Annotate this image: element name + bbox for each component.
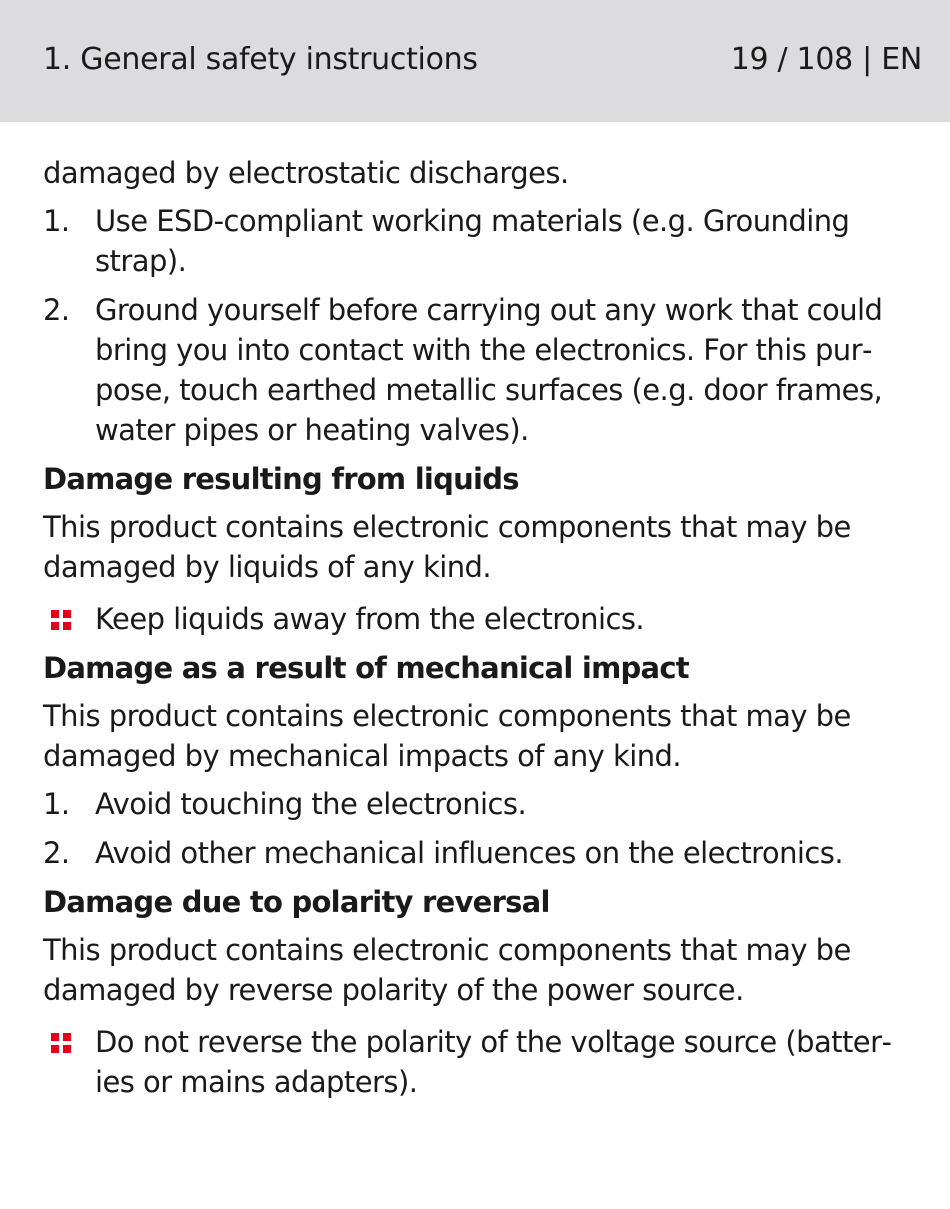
page-content bbox=[43, 153, 918, 1111]
polarity-body: This product contains electronic components that may be damaged by reverse polarity of the power source. bbox=[43, 933, 851, 1007]
step-text: Ground yourself before carrying out any work that could bring you into contact with the electronics. For this purpose, touch earthed metallic surfaces (e.g. door frames, water pipes or heating valves). bbox=[95, 293, 883, 447]
step-text: Avoid touching the electronics. bbox=[95, 787, 527, 821]
step-number: 1. bbox=[43, 204, 70, 238]
liquids-heading: Damage resulting from liquids bbox=[43, 462, 519, 496]
red-square-bullet-icon bbox=[51, 610, 71, 630]
polarity-heading: Damage due to polarity reversal bbox=[43, 885, 550, 919]
page-header bbox=[0, 0, 950, 122]
page-number: 19 / 108 | EN bbox=[730, 42, 922, 77]
polarity-bullet-item bbox=[43, 1022, 918, 1102]
liquids-bullet-item bbox=[43, 599, 918, 639]
bullet-text: Keep liquids away from the electronics. bbox=[95, 602, 645, 636]
step-number: 2. bbox=[43, 836, 70, 870]
section-title: 1. General safety instructions bbox=[43, 42, 478, 77]
bullet-text: Do not reverse the polarity of the voltage source (batteries or mains adapters). bbox=[95, 1025, 892, 1099]
esd-step-2 bbox=[43, 290, 918, 450]
step-text: Use ESD-compliant working materials (e.g. Grounding strap). bbox=[95, 204, 850, 278]
liquids-body: This product contains electronic components that may be damaged by liquids of any kind. bbox=[43, 510, 851, 584]
esd-step-1 bbox=[43, 201, 918, 281]
intro-fragment: damaged by electrostatic discharges. bbox=[43, 156, 569, 190]
step-number: 1. bbox=[43, 787, 70, 821]
step-text: Avoid other mechanical influences on the electronics. bbox=[95, 836, 844, 870]
red-square-bullet-icon bbox=[51, 1033, 71, 1053]
mechanical-step-1 bbox=[43, 784, 918, 824]
step-number: 2. bbox=[43, 293, 70, 327]
mechanical-heading: Damage as a result of mechanical impact bbox=[43, 651, 689, 685]
mechanical-body: This product contains electronic components that may be damaged by mechanical impacts of any kind. bbox=[43, 699, 851, 773]
mechanical-step-2 bbox=[43, 833, 918, 873]
